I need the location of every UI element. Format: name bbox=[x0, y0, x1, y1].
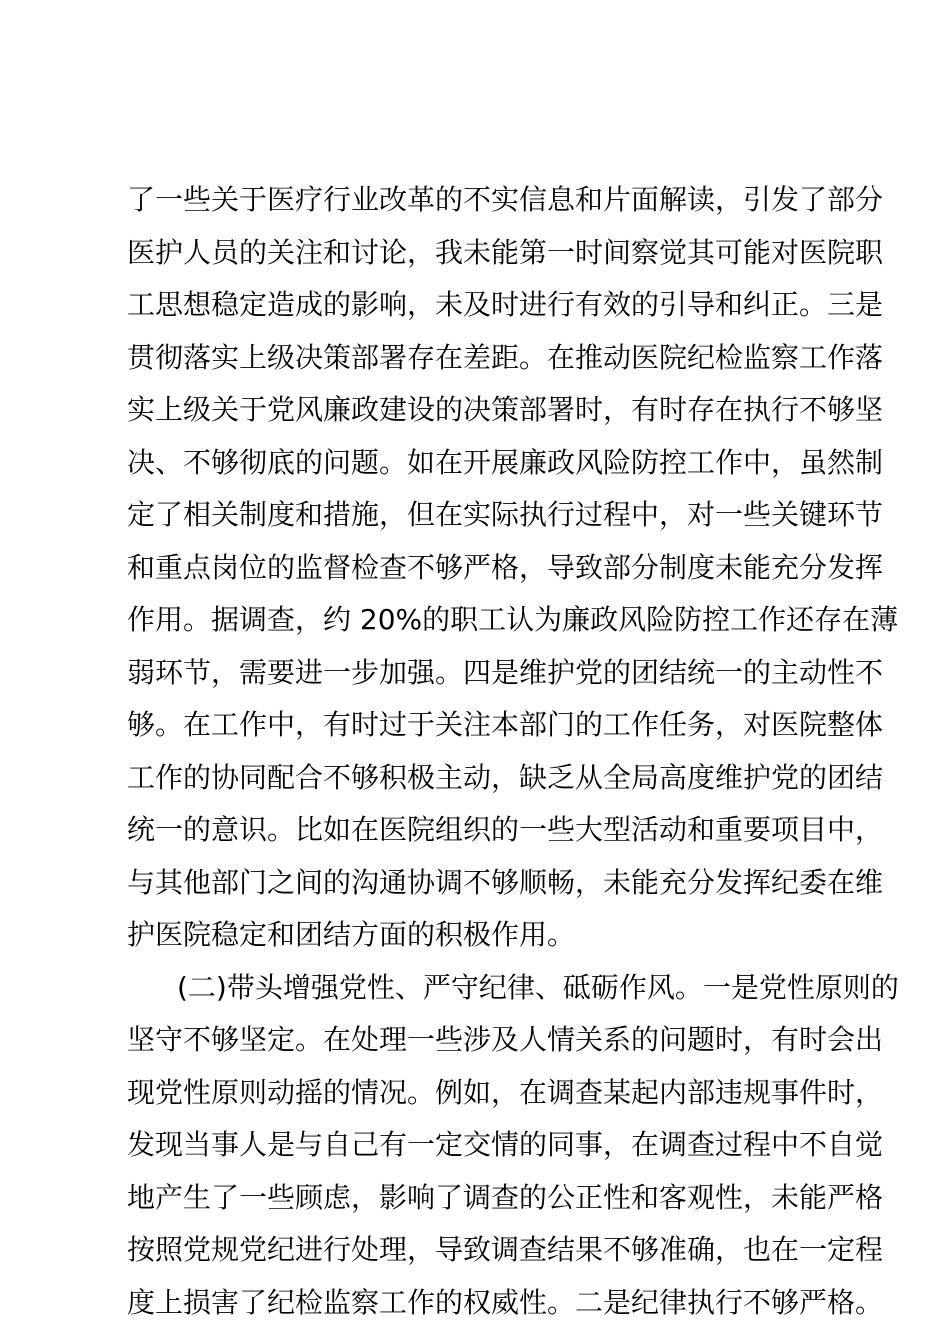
section-heading-line: (二)带头增强党性、严守纪律、砥砺作风。一是党性原则的 bbox=[177, 970, 899, 1004]
text-line: 定了相关制度和措施，但在实际执行过程中，对一些关键环节 bbox=[127, 498, 884, 531]
text-line: 够。在工作中，有时过于关注本部门的工作任务，对医院整体 bbox=[127, 708, 884, 741]
text-line: 坚守不够坚定。在处理一些涉及人情关系的问题时，有时会出 bbox=[127, 1023, 884, 1056]
text-line: 实上级关于党风廉政建设的决策部署时，有时存在执行不够坚 bbox=[127, 393, 884, 426]
text-line: 按照党规党纪进行处理，导致调查结果不够准确，也在一定程 bbox=[127, 1233, 884, 1266]
text-line: 度上损害了纪检监察工作的权威性。二是纪律执行不够严格。 bbox=[127, 1285, 884, 1319]
text-line: 和重点岗位的监督检查不够严格，导致部分制度未能充分发挥 bbox=[127, 550, 884, 584]
text-line: 工作的协同配合不够积极主动，缺乏从全局高度维护党的团结 bbox=[127, 760, 884, 794]
text-line: 医护人员的关注和讨论，我未能第一时间察觉其可能对医院职 bbox=[127, 235, 884, 269]
text-line: 作用。据调查，约 20%的职工认为廉政风险防控工作还存在薄 bbox=[127, 603, 899, 636]
text-line: 发现当事人是与自己有一定交情的同事，在调查过程中不自觉 bbox=[127, 1128, 884, 1161]
text-line: 弱环节，需要进一步加强。四是维护党的团结统一的主动性不 bbox=[127, 655, 884, 689]
text-line: 地产生了一些顾虑，影响了调查的公正性和客观性，未能严格 bbox=[127, 1180, 884, 1214]
text-line: 工思想稳定造成的影响，未及时进行有效的引导和纠正。三是 bbox=[127, 288, 884, 321]
text-line: 与其他部门之间的沟通协调不够顺畅，未能充分发挥纪委在维 bbox=[127, 865, 884, 899]
text-line: 统一的意识。比如在医院组织的一些大型活动和重要项目中， bbox=[127, 813, 884, 846]
text-line: 现党性原则动摇的情况。例如，在调查某起内部违规事件时， bbox=[127, 1075, 884, 1109]
text-line: 决、不够彻底的问题。如在开展廉政风险防控工作中，虽然制 bbox=[127, 445, 884, 479]
body-text bbox=[127, 174, 899, 1329]
text-line: 了一些关于医疗行业改革的不实信息和片面解读，引发了部分 bbox=[127, 183, 884, 216]
paragraph-end-line: 护医院稳定和团结方面的积极作用。 bbox=[127, 918, 576, 951]
text-line: 贯彻落实上级决策部署存在差距。在推动医院纪检监察工作落 bbox=[127, 340, 884, 374]
